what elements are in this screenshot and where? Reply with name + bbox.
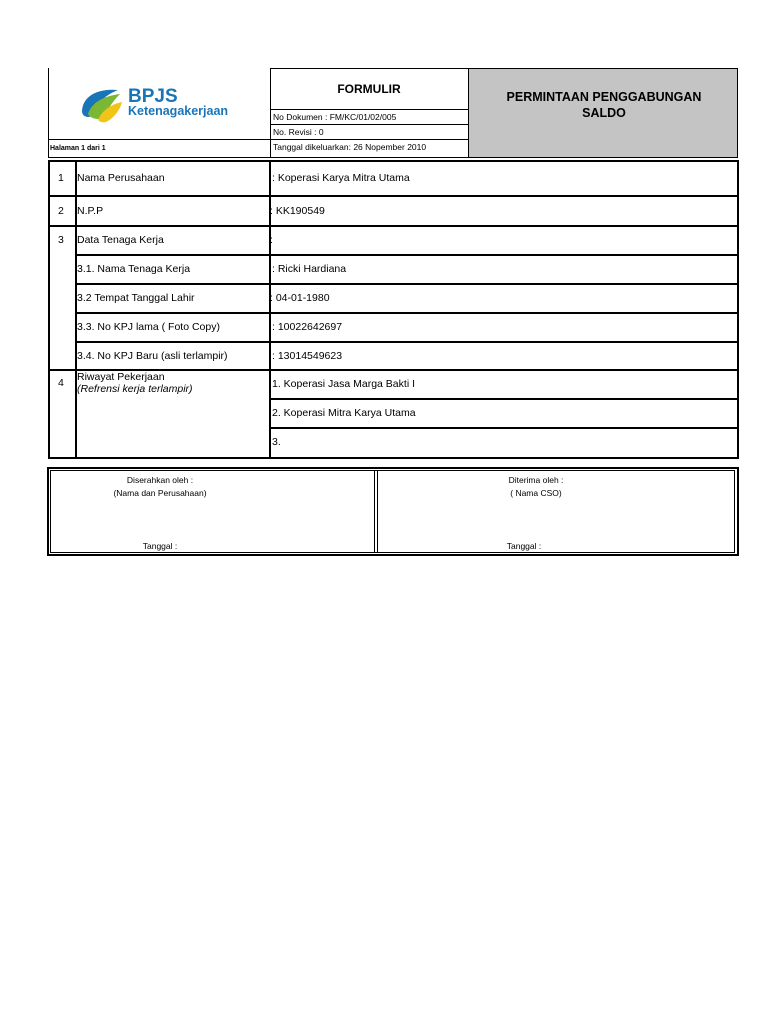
value-birth-place-date: : 04-01-1980 — [270, 292, 330, 304]
label-new-kpj: 3.4. No KPJ Baru (asli terlampir) — [77, 350, 228, 362]
row-number: 4 — [58, 377, 64, 389]
work-history-item: 3. — [272, 436, 281, 448]
form-label: FORMULIR — [337, 82, 401, 96]
value-company-name: : Koperasi Karya Mitra Utama — [272, 172, 410, 184]
revision-number: No. Revisi : 0 — [273, 127, 324, 137]
form-title-line2: SALDO — [582, 106, 626, 120]
value-worker-data: : — [270, 234, 273, 246]
issued-date: Tanggal dikeluarkan: 26 Nopember 2010 — [273, 142, 427, 152]
value-worker-name: : Ricki Hardiana — [272, 263, 347, 275]
page-indicator: Halaman 1 dari 1 — [50, 145, 106, 152]
work-history-item: 2. Koperasi Mitra Karya Utama — [272, 407, 416, 419]
work-history-item: 1. Koperasi Jasa Marga Bakti I — [272, 378, 415, 390]
value-npp: : KK190549 — [270, 205, 325, 217]
label-work-history: Riwayat Pekerjaan — [77, 371, 165, 383]
received-date-label: Tanggal : — [506, 541, 542, 551]
label-worker-name: 3.1. Nama Tenaga Kerja — [77, 263, 191, 275]
work-history-note: (Refrensi kerja terlampir) — [77, 383, 193, 395]
row-number: 1 — [58, 172, 64, 184]
label-birth-place-date: 3.2 Tempat Tanggal Lahir — [77, 292, 195, 304]
logo-subtitle: Ketenagakerjaan — [128, 104, 229, 118]
handed-over-by-subtitle: (Nama dan Perusahaan) — [113, 488, 207, 498]
label-old-kpj: 3.3. No KPJ lama ( Foto Copy) — [77, 321, 220, 333]
logo-brand: BPJS — [128, 86, 178, 107]
doc-number: No Dokumen : FM/KC/01/02/005 — [273, 112, 397, 122]
received-by-subtitle: ( Nama CSO) — [510, 488, 562, 498]
handed-over-by-label: Diserahkan oleh : — [126, 475, 194, 485]
value-old-kpj: : 10022642697 — [272, 321, 343, 333]
handed-over-date-label: Tanggal : — [142, 541, 178, 551]
received-by-label: Diterima oleh : — [508, 475, 564, 485]
label-company-name: Nama Perusahaan — [77, 172, 165, 184]
row-number: 2 — [58, 205, 64, 217]
form-title-line1: PERMINTAAN PENGGABUNGAN — [506, 90, 702, 104]
bpjs-logo-icon — [78, 82, 124, 124]
label-npp: N.P.P — [77, 205, 104, 217]
bpjs-logo — [78, 82, 248, 124]
label-worker-data: Data Tenaga Kerja — [77, 234, 164, 246]
row-number: 3 — [58, 234, 64, 246]
value-new-kpj: : 13014549623 — [272, 350, 343, 362]
